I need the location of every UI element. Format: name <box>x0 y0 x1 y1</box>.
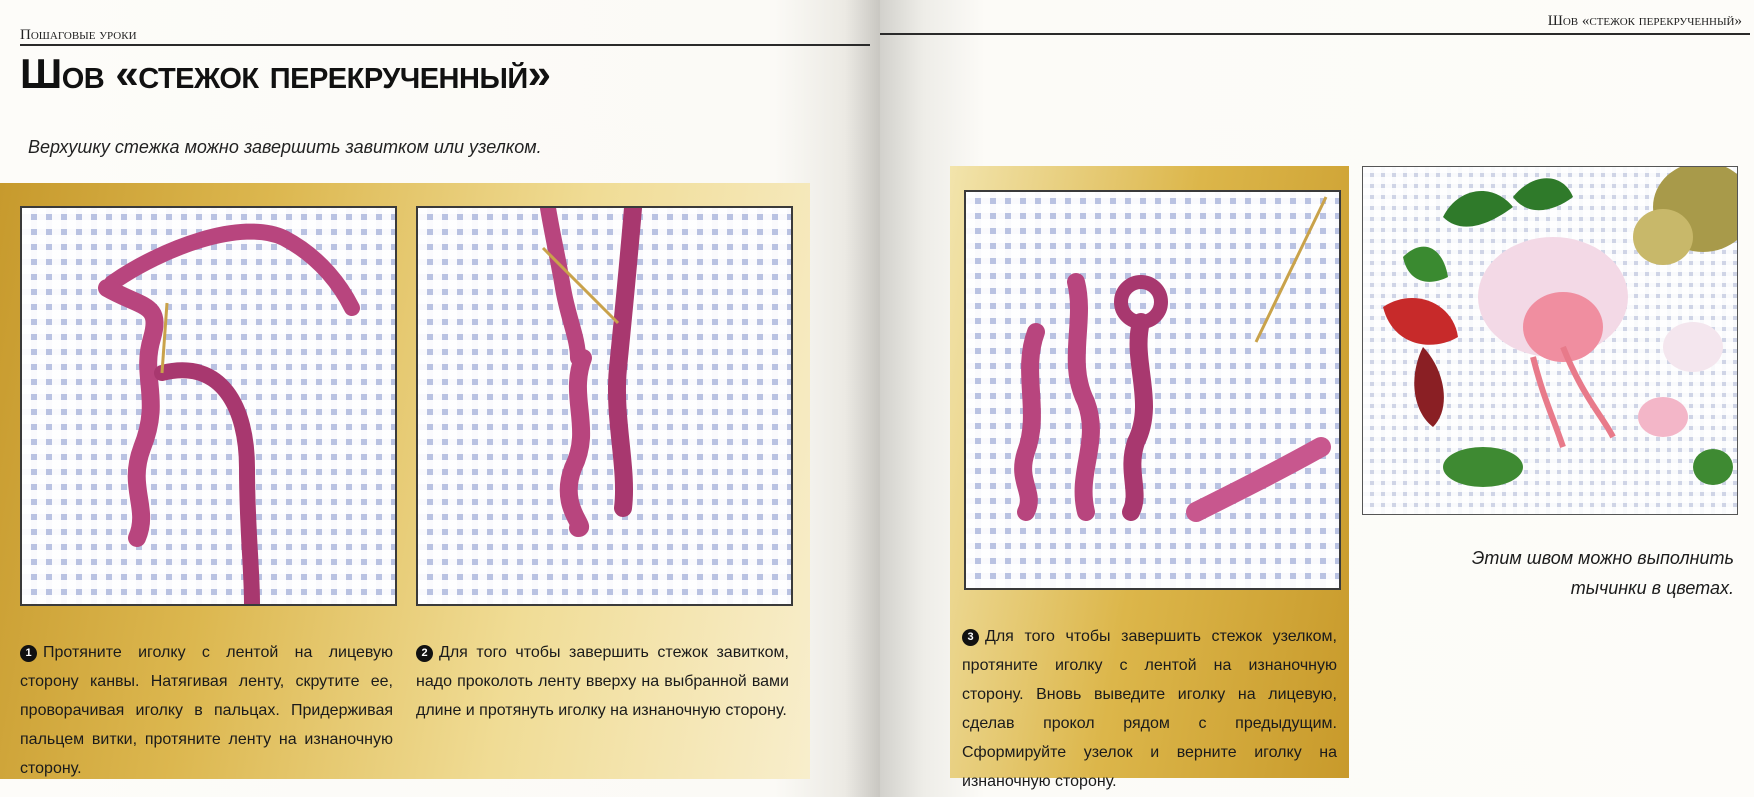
step-1-text: Протяните иголку с лентой на лицевую сторону канвы. Натягивая ленту, скрутите ее, проворачивая иголку в пальцах. Придерживая пальцем витки, протяните ленту на изнаночную сторону. <box>20 644 393 777</box>
step-3-caption <box>962 622 1337 796</box>
step-3-photo <box>964 190 1341 590</box>
ribbon-illustration <box>418 208 791 604</box>
page-subtitle: Верхушку стежка можно завершить завитком или узелком. <box>28 137 542 157</box>
step-2-caption <box>416 638 789 725</box>
ribbon-illustration <box>22 208 395 604</box>
step-2-text: Для того чтобы завершить стежок завитком, надо проколоть ленту вверху на выбранной вами длине и протянуть иголку на изнаночную сторону. <box>416 644 789 719</box>
header-rule-left <box>20 44 870 46</box>
step-3-text: Для того чтобы завершить стежок узелком, протяните иголку с лентой на изнаночную сторону. Вновь выведите иголку на лицевую, сделав прокол рядом с предыдущим. Сформируйте узелок и верните иголку на изнаночную сторону. <box>962 628 1337 790</box>
running-head-left: Пошаговые уроки <box>20 27 137 43</box>
running-head-right: Шов «стежок перекрученный» <box>1547 13 1742 29</box>
step-1-photo <box>20 206 397 606</box>
step-1-number: 1 <box>20 645 37 662</box>
flower-photo-caption: Этим швом можно выполнить тычинки в цветах. <box>1471 548 1734 598</box>
ribbon-illustration <box>966 192 1339 588</box>
step-2-photo <box>416 206 793 606</box>
step-2-number: 2 <box>416 645 433 662</box>
page-title: Шов «стежок перекрученный» <box>20 50 551 97</box>
step-3-number: 3 <box>962 629 979 646</box>
embroidered-flowers-photo <box>1362 166 1738 515</box>
header-rule-right <box>880 33 1750 35</box>
flower-illustration <box>1363 167 1737 514</box>
step-1-caption <box>20 638 393 783</box>
